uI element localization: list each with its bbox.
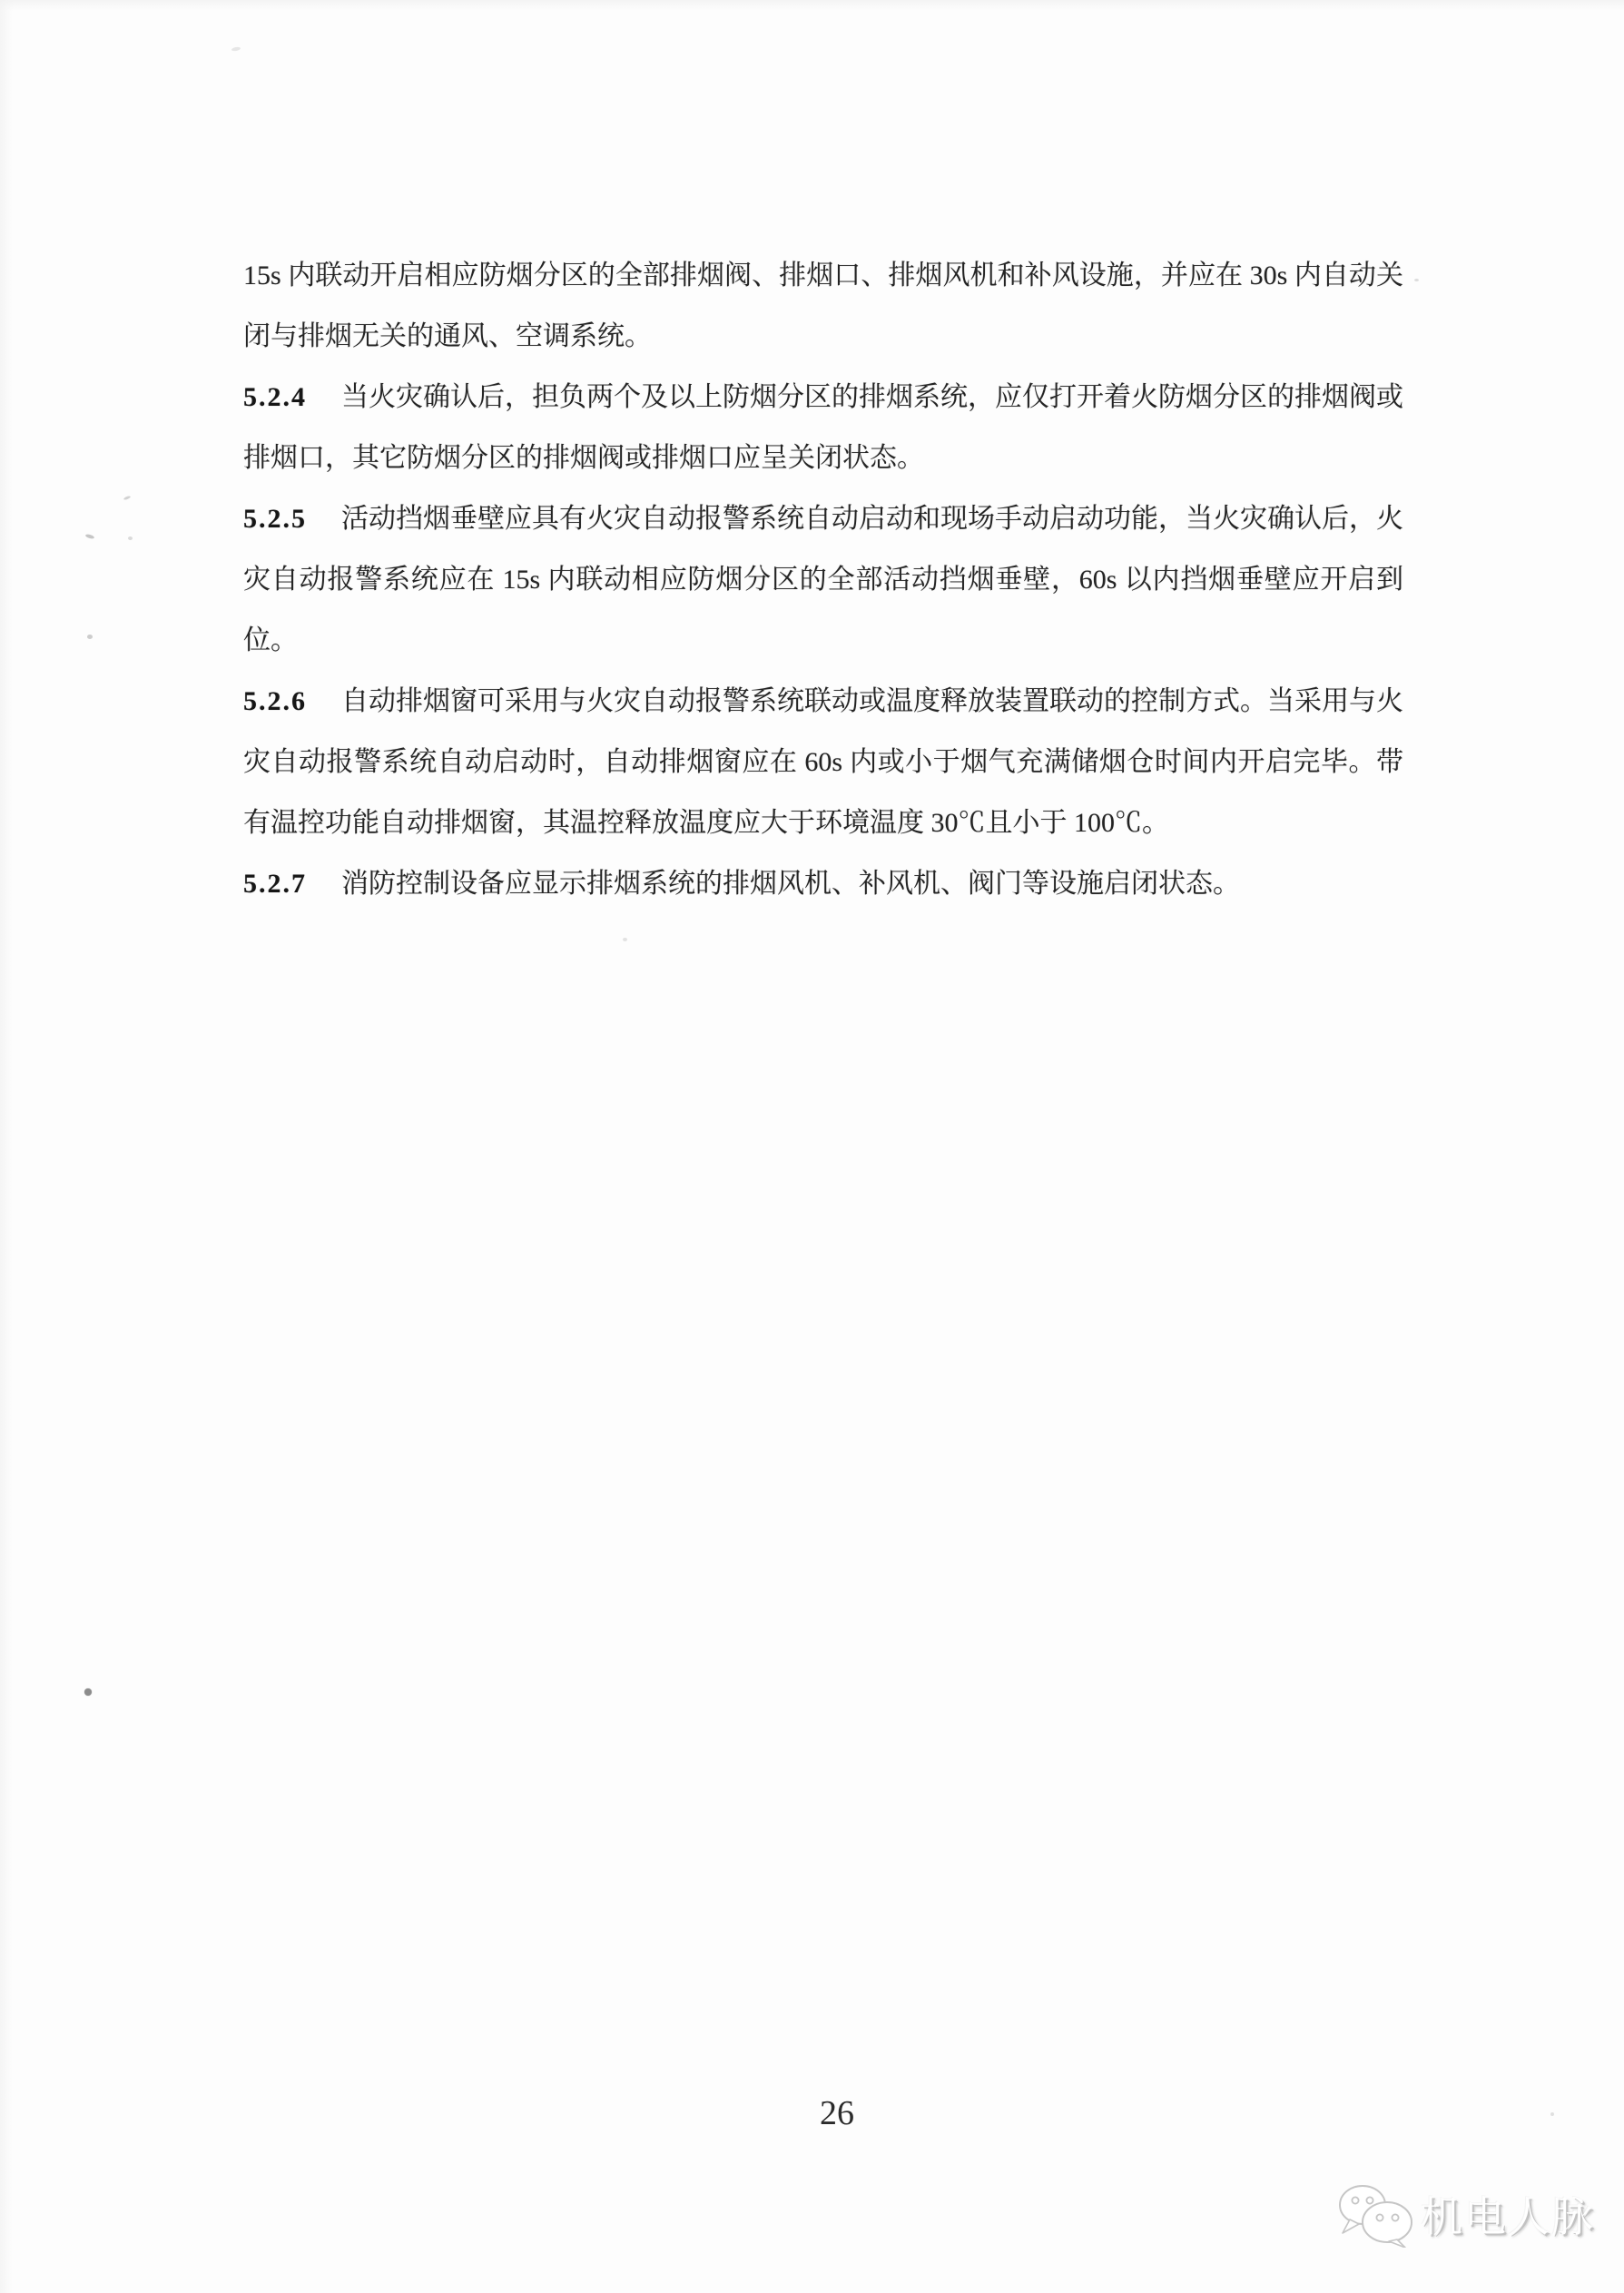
- paragraph: [243, 367, 1403, 488]
- clause-number: 5.2.5: [243, 504, 307, 534]
- brand-name: 机电人脉: [1421, 2193, 1595, 2240]
- paragraph: [243, 245, 1403, 367]
- scan-speck: [87, 635, 93, 639]
- brand-watermark: [1335, 2180, 1595, 2248]
- scan-speck: [1550, 2112, 1554, 2116]
- scan-speck: [123, 496, 132, 501]
- page-edge-shade-left: [0, 0, 13, 2293]
- wechat-icon: [1335, 2180, 1415, 2248]
- scan-speck: [84, 1688, 92, 1696]
- paragraph: [243, 853, 1403, 914]
- clause-text: 活动挡烟垂壁应具有火灾自动报警系统自动启动和现场手动启动功能，当火灾确认后，火灾自动报警系统应在 15s 内联动相应防烟分区的全部活动挡烟垂壁，60s 以内挡烟垂壁应开启到位。: [243, 504, 1403, 655]
- scan-speck: [231, 46, 241, 52]
- clause-text: 当火灾确认后，担负两个及以上防烟分区的排烟系统，应仅打开着火防烟分区的排烟阀或排烟口，其它防烟分区的排烟阀或排烟口应呈关闭状态。: [243, 382, 1403, 473]
- body-text: [243, 245, 1403, 914]
- scan-speck: [1414, 279, 1419, 281]
- page-number: 26: [820, 2094, 854, 2132]
- paragraph: [243, 488, 1403, 671]
- clause-text: 消防控制设备应显示排烟系统的排烟风机、补风机、阀门等设施启闭状态。: [341, 869, 1240, 899]
- scan-speck: [623, 938, 627, 941]
- paragraph: [243, 671, 1403, 853]
- clause-number: 5.2.4: [243, 382, 307, 412]
- clause-number: 5.2.7: [243, 869, 307, 899]
- page-edge-shade-top: [0, 0, 1624, 11]
- clause-number: 5.2.6: [243, 686, 307, 716]
- clause-text: 15s 内联动开启相应防烟分区的全部排烟阀、排烟口、排烟风机和补风设施，并应在 30s 内自动关闭与排烟无关的通风、空调系统。: [243, 261, 1403, 351]
- scan-speck: [85, 534, 95, 540]
- scan-speck: [128, 536, 133, 540]
- clause-text: 自动排烟窗可采用与火灾自动报警系统联动或温度释放装置联动的控制方式。当采用与火灾自动报警系统自动启动时，自动排烟窗应在 60s 内或小于烟气充满储烟仓时间内开启完毕。带有温控功能自动排烟窗，其温控释放温度应大于环境温度 30℃且小于 100℃。: [243, 686, 1403, 838]
